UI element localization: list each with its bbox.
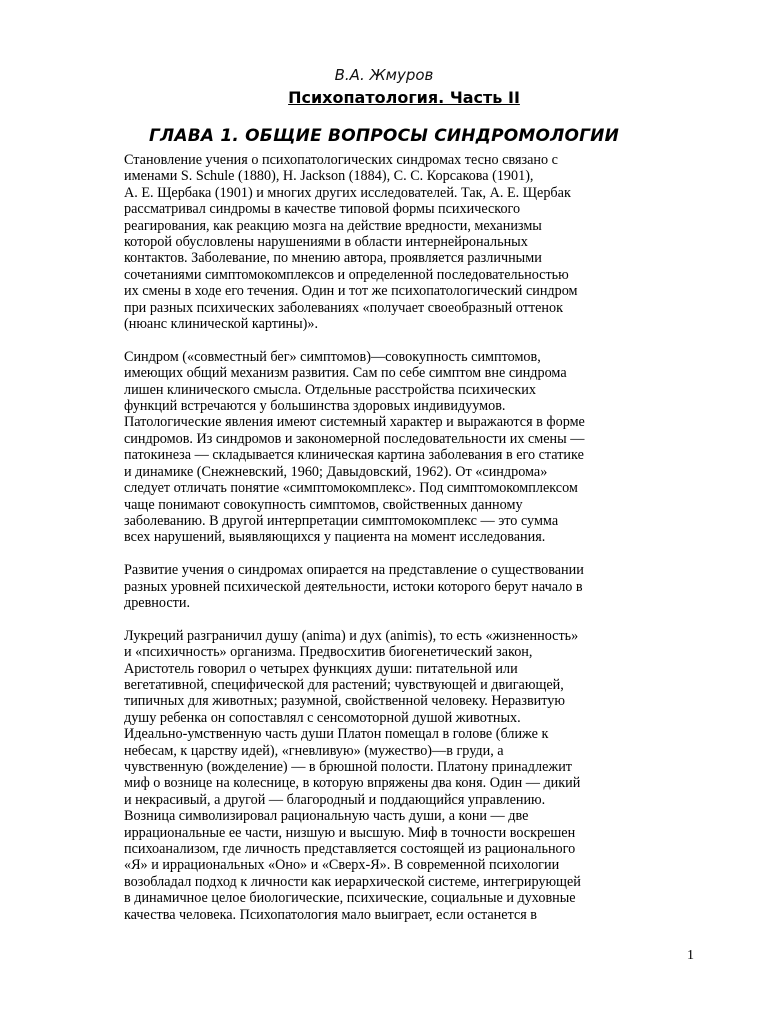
text-line: и некрасивый, а другой — благородный и поддающийся управлению.: [124, 791, 546, 808]
text-line: миф о вознице на колеснице, в которую впряжены два коня. Один — дикий: [124, 775, 581, 792]
text-line: древности.: [124, 594, 190, 611]
text-line: вегетативной, специфической для растений; чувствующей и двигающей,: [124, 676, 564, 693]
text-line: психоанализом, где личность представляется состоящей из рационального: [124, 841, 576, 858]
author-name: В.А. Жмуров: [334, 66, 434, 84]
page-number: 1: [687, 948, 694, 963]
chapter-heading: ГЛАВА 1. ОБЩИЕ ВОПРОСЫ СИНДРОМОЛОГИИ: [148, 126, 620, 146]
text-line: качества человека. Психопатология мало выиграет, если останется в: [124, 906, 538, 923]
text-line: и «психичность» организма. Предвосхитив биогенетический закон,: [124, 644, 533, 661]
text-line: функций встречаются у большинства здоровых индивидуумов.: [124, 398, 506, 415]
text-line: небесам, к царству идей), «гневливую» (мужество)—в груди, а: [124, 742, 504, 759]
text-line: Становление учения о психопатологических синдромах тесно связано с: [124, 152, 558, 168]
text-line: «Я» и иррациональных «Оно» и «Сверх-Я». В современной психологии: [124, 857, 560, 874]
text-line: Лукреций разграничил душу (anima) и дух (animis), то есть «жизненность»: [124, 627, 579, 644]
text-line: заболеванию. В другой интерпретации симптомокомплекс — это сумма: [124, 512, 559, 529]
text-line: Патологические явления имеют системный характер и выражаются в форме: [124, 414, 585, 431]
text-line: Возница символизировал рациональную часть души, а кони — две: [124, 808, 529, 825]
text-line: типичных для животных; разумной, свойственной человеку. Неразвитую: [124, 693, 565, 710]
text-line: следует отличать понятие «симптомокомплекс». Под симптомокомплексом: [124, 480, 578, 497]
text-line: чувственную (вожделение) — в брюшной полости. Платону принадлежит: [124, 758, 572, 775]
paragraph: [124, 562, 636, 611]
text-line: реагирования, как реакцию мозга на действие вредности, механизмы: [124, 217, 542, 234]
paragraph: [124, 152, 636, 332]
text-line: Развитие учения о синдромах опирается на представление о существовании: [124, 562, 584, 579]
text-line: (нюанс клинической картины)».: [124, 316, 319, 333]
text-line: Идеально-умственную часть души Платон помещал в голове (ближе к: [124, 726, 549, 743]
text-line: А. Е. Щербака (1901) и многих других исследователей. Так, А. Е. Щербак: [124, 184, 571, 201]
text-line: душу ребенка он сопоставлял с сенсомоторной душой животных.: [124, 709, 521, 726]
text-line: их смены в ходе его течения. Один и тот же психопатологический синдром: [124, 283, 578, 300]
text-line: имеющих общий механизм развития. Сам по себе симптом вне синдрома: [124, 365, 567, 382]
text-line: возобладал подход к личности как иерархической системе, интегрирующей: [124, 873, 581, 890]
book-title: Психопатология. Часть II: [288, 88, 520, 107]
text-line: именами S. Schule (1880), H. Jackson (1884), С. С. Корсакова (1901),: [124, 168, 534, 185]
text-line: при разных психических заболеваниях «получает своеобразный оттенок: [124, 299, 563, 316]
text-line: которой обусловлены нарушениями в области интернейрональных: [124, 234, 528, 251]
text-line: Аристотель говорил о четырех функциях души: питательной или: [124, 660, 518, 677]
text-line: синдромов. Из синдромов и закономерной последовательности их смены —: [124, 430, 585, 447]
text-line: лишен клинического смысла. Отдельные расстройства психических: [124, 381, 536, 398]
text-line: в динамичное целое биологические, психические, социальные и духовные: [124, 890, 576, 907]
text-line: патокинеза — складывается клиническая картина заболевания в его статике: [124, 447, 584, 464]
text-line: разных уровней психической деятельности, истоки которого берут начало в: [124, 578, 583, 595]
paragraph: [124, 628, 636, 923]
text-line: иррациональные ее части, низшую и высшую. Миф в точности воскрешен: [124, 824, 576, 841]
paragraph: [124, 349, 636, 546]
text-line: контактов. Заболевание, по мнению автора, проявляется различными: [124, 250, 542, 267]
text-line: Синдром («совместный бег» симптомов)—совокупность симптомов,: [124, 348, 541, 365]
text-line: всех нарушений, выявляющихся у пациента на момент исследования.: [124, 529, 546, 546]
body-text: [124, 152, 636, 939]
text-line: чаще понимают совокупность симптомов, свойственных данному: [124, 496, 523, 513]
text-line: рассматривал синдромы в качестве типовой формы психического: [124, 201, 521, 218]
text-line: сочетаниями симптомокомплексов и определенной последовательностью: [124, 266, 569, 283]
text-line: и динамике (Снежневский, 1960; Давыдовский, 1962). От «синдрома»: [124, 463, 548, 480]
